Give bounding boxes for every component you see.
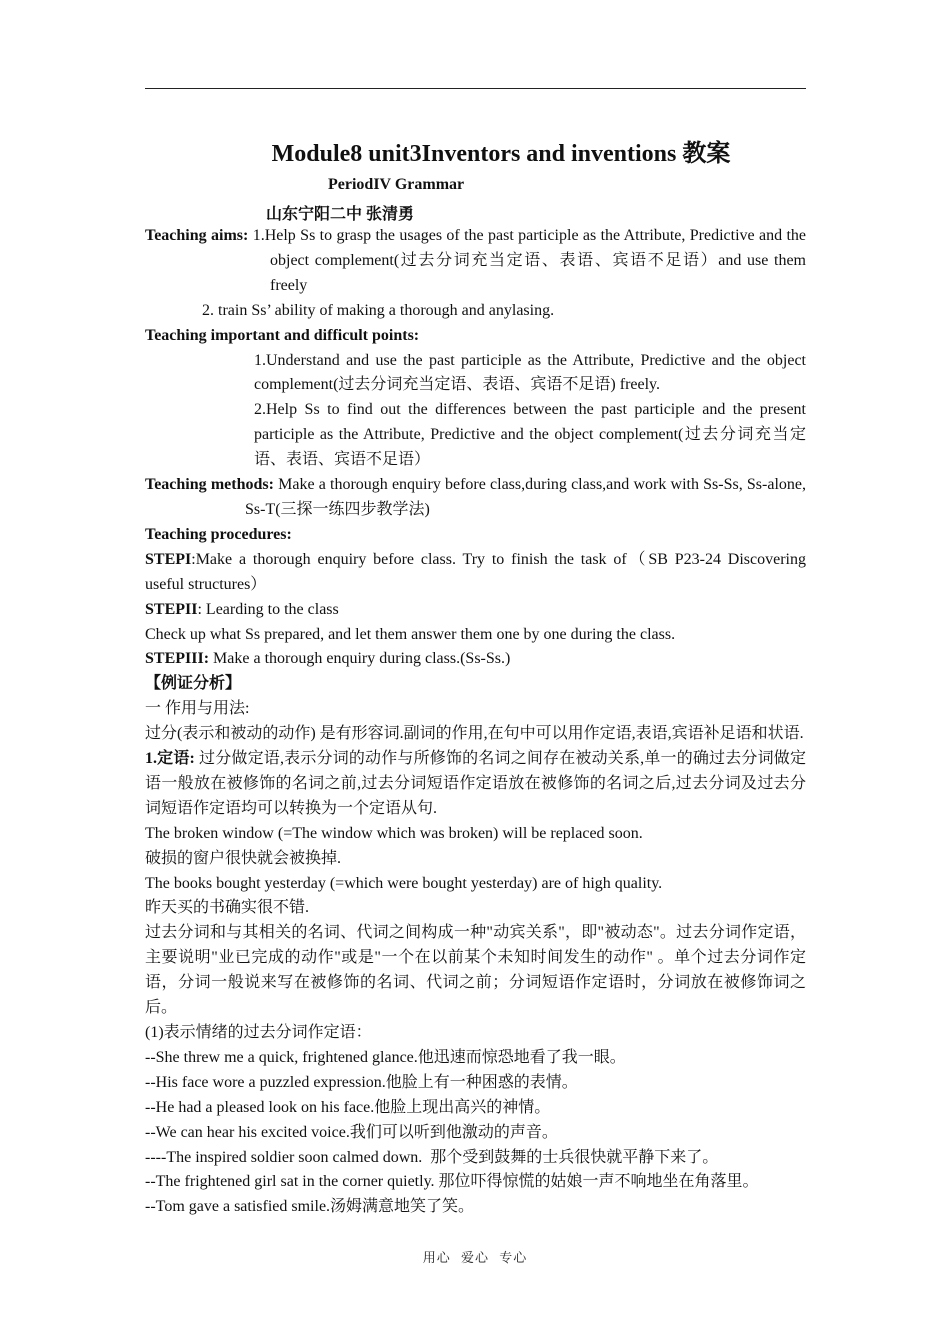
analysis-intro: 过分(表示和被动的动作) 是有形容词.副词的作用,在句中可以用作定语,表语,宾语补足语和状语. <box>145 725 804 743</box>
past-participle-explanation: 过去分词和与其相关的名词、代词之间构成一种"动宾关系"，即"被动态"。过去分词作定语，主要说明"业已完成的动作"或是"一个在以前某个未知时间发生的动作" 。单个过去分词作定语，分词一般说来写在被修饰的名词、代词之前；分词短语作定语时，分词放在被修饰词之后。 <box>145 924 806 1017</box>
step-1-label: STEPI <box>145 550 192 568</box>
document-body <box>145 224 806 1220</box>
teaching-aims-item-1: 1.Help Ss to grasp the usages of the past participle as the Attribute, Predictive and the object complement(过去分词充当定语、表语、宾语不足语）and use them freely <box>248 227 806 294</box>
emotion-participle-subheading: (1)表示情绪的过去分词作定语： <box>145 1024 372 1041</box>
document-title: Module8 unit3Inventors and inventions 教案 <box>271 141 731 167</box>
example-2-english: The books bought yesterday (=which were bought yesterday) are of high quality. <box>145 874 663 892</box>
example-sentence: --We can hear his excited voice.我们可以听到他激动的声音。 <box>145 1123 558 1141</box>
example-sentence: --He had a pleased look on his face.他脸上现出高兴的神情。 <box>145 1098 551 1116</box>
step-3 <box>145 647 806 672</box>
teaching-methods-label: Teaching methods: <box>145 476 274 494</box>
example-2-chinese: 昨天买的书确实很不错. <box>145 899 310 917</box>
teaching-points-item-1: 1.Understand and use the past participle as the Attribute, Predictive and the object complement(过去分词充当定语、表语、宾语不足语) freely. <box>254 351 806 394</box>
step-3-text: Make a thorough enquiry during class.(Ss-Ss.) <box>209 650 511 668</box>
teaching-methods-text: Make a thorough enquiry before class,during class,and work with Ss-Ss, Ss-alone, Ss-T(三探一练四步教学法) <box>245 476 806 518</box>
attribute-definition <box>145 747 806 822</box>
analysis-subheading: 一 作用与用法: <box>145 700 250 718</box>
example-sentence: --His face wore a puzzled expression.他脸上有一种困惑的表情。 <box>145 1073 578 1091</box>
example-sentence: --Tom gave a satisfied smile.汤姆满意地笑了笑。 <box>145 1198 475 1216</box>
step-3-label: STEPIII: <box>145 650 210 668</box>
step-2-text: : Learding to the class <box>197 600 339 618</box>
teaching-aims-item-2: 2. train Ss’ ability of making a thorough and anylasing. <box>202 301 555 319</box>
step-2-note: Check up what Ss prepared, and let them answer them one by one during the class. <box>145 625 676 643</box>
analysis-heading: 【例证分析】 <box>145 675 242 693</box>
author-line: 山东宁阳二中 张清勇 <box>266 206 415 223</box>
attribute-definition-text: 过分做定语,表示分词的动作与所修饰的名词之间存在被动关系,单一的确过去分词做定语一般放在被修饰的名词之前,过去分词短语作定语放在被修饰的名词之后,过去分词及过去分词短语作定语均可以转换为一个定语从句. <box>145 750 806 817</box>
header-rule <box>145 88 806 89</box>
attribute-definition-label: 1.定语: <box>145 750 195 768</box>
teaching-aims <box>145 224 806 299</box>
teaching-procedures-label: Teaching procedures: <box>145 525 292 543</box>
page-footer: 用心 爱心 专心 <box>422 1250 528 1265</box>
step-2-label: STEPII <box>145 600 198 618</box>
example-sentence: --The frightened girl sat in the corner quietly. 那位吓得惊慌的姑娘一声不响地坐在角落里。 <box>145 1173 759 1191</box>
teaching-methods <box>145 473 806 523</box>
step-1-text: :Make a thorough enquiry before class. Try to finish the task of（SB P23-24 Discovering useful structures） <box>145 550 806 593</box>
teaching-points-label: Teaching important and difficult points: <box>145 326 420 344</box>
teaching-aims-label: Teaching aims: <box>145 227 249 244</box>
step-1 <box>145 548 806 598</box>
example-1-english: The broken window (=The window which was broken) will be replaced soon. <box>145 824 643 842</box>
teaching-points-item-2: 2.Help Ss to find out the differences between the past participle and the present participle as the Attribute, Predictive and the object complement(过去分词充当定语、表语、宾语不足语） <box>254 401 806 469</box>
example-1-chinese: 破损的窗户很快就会被换掉. <box>145 849 342 867</box>
period-subtitle: PeriodIV Grammar <box>328 176 465 193</box>
example-sentence: ----The inspired soldier soon calmed down. 那个受到鼓舞的士兵很快就平静下来了。 <box>145 1148 719 1166</box>
step-2 <box>145 598 806 623</box>
example-sentence: --She threw me a quick, frightened glance.他迅速而惊恐地看了我一眼。 <box>145 1048 626 1066</box>
